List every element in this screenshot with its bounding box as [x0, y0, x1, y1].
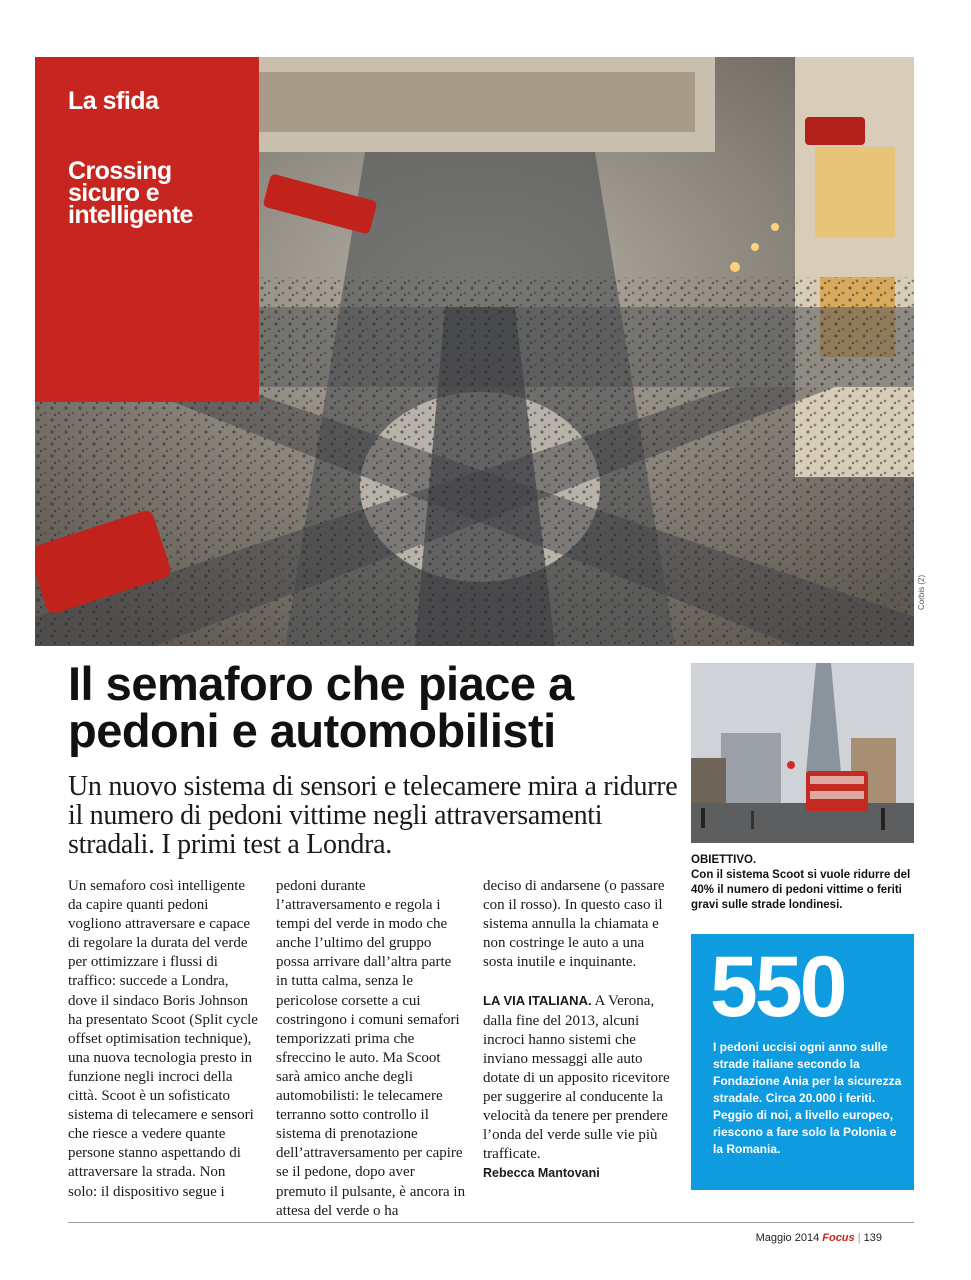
- caption-text: Con il sistema Scoot si vuole ridurre del 40% il numero di pedoni vittime o feriti gravi sulle strade londinesi.: [691, 869, 911, 911]
- body-text: A Verona, dalla fine del 2013, alcuni incroci hanno sistemi che inviano messaggi alle auto dotate di un apposito ricevitore per suggerire al conducente la velocità da tenere per prendere l’onda del verde sulle vie più trafficate.: [483, 993, 670, 1163]
- photo-credit: Corbis (2): [917, 574, 926, 610]
- section-subject: Crossing sicuro e intelligente: [68, 157, 193, 229]
- footer-separator: |: [857, 1232, 861, 1244]
- article-standfirst: Un nuovo sistema di sensori e telecamere mira a ridurre il numero di pedoni vittime negli attraversamenti stradali. I primi test a Londra.: [68, 771, 678, 860]
- paragraph-lead-in: LA VIA ITALIANA.: [483, 993, 592, 1009]
- body-paragraph: [483, 991, 673, 1164]
- side-photo: [691, 663, 914, 843]
- body-text: deciso di andarsene (o passare con il rosso). In questo caso il sistema annulla la chiamata e non costringe le auto a una sosta inutile e inquinante.: [483, 878, 665, 971]
- stat-box: [691, 934, 914, 1190]
- body-text: Un semaforo così intelligente da capire quanti pedoni vogliono attraversare e capace di regolare la durata del verde per ottimizzare i flussi di traffico: succede a Londra, dove il sindaco Boris Johnson ha presentato Scoot (Split cycle offset optimisation technique), una nuova tecnologia presto in funzione negli incroci della città. Scoot è un sofisticato sistema di telecamere e sensori che riesce a vedere quante persone stanno aspettando di attraversare la strada. Non solo: il dispositivo segue i: [68, 878, 258, 1200]
- issue-date: Maggio 2014: [755, 1232, 820, 1244]
- section-kicker: La sfida: [68, 87, 159, 115]
- stat-value: 550: [710, 939, 845, 1035]
- article-headline: Il semaforo che piace a pedoni e automobilisti: [68, 657, 574, 757]
- photo-caption: [691, 853, 913, 913]
- body-column-1: [68, 877, 258, 1202]
- caption-head: OBIETTIVO.: [691, 854, 757, 866]
- body-column-3: [483, 877, 673, 1183]
- magazine-brand: Focus: [822, 1232, 855, 1244]
- author-signature: Rebecca Mantovani: [483, 1166, 600, 1181]
- london-street-image: [691, 663, 914, 843]
- page-number: 139: [863, 1232, 882, 1244]
- footer-divider: [68, 1222, 914, 1223]
- stat-text: I pedoni uccisi ogni anno sulle strade italiane secondo la Fondazione Ania per la sicurezza stradale. Circa 20.000 i feriti. Peggio di noi, a livello europeo, riescono a fare solo la Polonia e la Romania.: [713, 1040, 902, 1156]
- page-footer: [756, 1232, 882, 1244]
- body-text: pedoni durante l’attraversamento e regola i tempi del verde in modo che anche l’ultimo del gruppo possa arrivare dall’altra parte in tutta calma, senza le pericolose corsette a cui costringono i comuni semafori temporizzati prima che sfreccino le auto. Ma Scoot sarà amico anche degli automobilisti: le telecamere terranno sotto controllo il sistema di prenotazione dell’attraversamento per capire se il pedone, dopo aver premuto il pulsante, è ancora in attesa del verde o ha: [276, 878, 466, 1219]
- body-column-2: [276, 877, 466, 1221]
- section-label-box: [35, 57, 259, 402]
